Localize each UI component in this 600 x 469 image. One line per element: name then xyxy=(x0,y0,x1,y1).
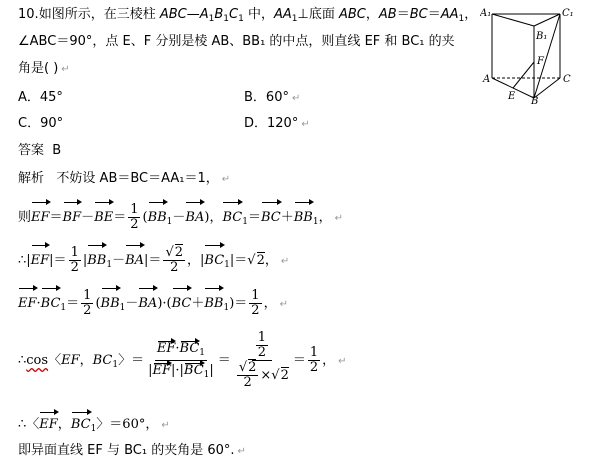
paragraph-mark-icon: ↵ xyxy=(279,299,288,310)
label-f: F xyxy=(537,56,544,67)
formula-angle: ∴〈EF，$BC_1$〉＝60°， ↵ xyxy=(18,410,170,441)
edge-a1-b1 xyxy=(492,14,534,26)
answer-label: 答案 xyxy=(18,143,45,158)
paragraph-mark-icon: ↵ xyxy=(291,93,301,104)
formula-cosine: ∴cos〈EF，$BC_1$〉＝ $\frac{EF\cdot BC_1}{|EF|\cdot|BC_1|}$ ＝ $\frac{1}{2}$ $\frac{√2}{2}$ ×√2 ＝ $\frac{1}{2}$ ， ↵ xyxy=(18,330,347,390)
label-e: E xyxy=(508,91,516,102)
paragraph-mark-icon: ↵ xyxy=(237,446,246,457)
option-c: C．90° xyxy=(18,116,64,131)
label-b1: B₁ xyxy=(536,31,548,42)
problem-line-3: 角是( ) ↵ xyxy=(18,61,70,76)
option-b: B．60° ↵ xyxy=(244,90,301,105)
answer-value: B xyxy=(52,143,62,158)
prism-figure xyxy=(480,2,595,104)
edge-b-c xyxy=(534,78,560,98)
label-b: B xyxy=(531,96,539,104)
problem-line-2: ∠ABC＝90°，点 E、F 分别是棱 AB、BB₁ 的中点，则直线 EF 和 BC₁ 的夹 xyxy=(18,34,455,49)
formula-ef-expression: 则EF＝BF－BE＝ $\frac{1}{2}$ $(BB_1-BA)$，$BC_1=BC+BB_1$， ↵ xyxy=(18,202,343,232)
paragraph-mark-icon: ↵ xyxy=(334,213,343,224)
paragraph-mark-icon: ↵ xyxy=(221,174,231,185)
formula-magnitudes: ∴|EF|＝ $\frac{1}{2}$ $|BB_1-BA|=$ $\frac{√2}{2}$ ，$|BC_1|=√2$， ↵ xyxy=(18,245,290,275)
problem-number: 10. xyxy=(18,7,39,22)
option-d: D．120° ↵ xyxy=(244,116,310,131)
analysis-label: 解析 xyxy=(18,171,45,186)
paragraph-mark-icon: ↵ xyxy=(280,256,290,267)
formula-dot-product: $EF\cdot BC_1=$ $\frac{1}{2}$ $(BB_1-BA)\cdot(BC+BB_1)=$ $\frac{1}{2}$ ， ↵ xyxy=(18,288,288,318)
paragraph-mark-icon: ↵ xyxy=(61,64,70,75)
label-c1: C₁ xyxy=(562,8,574,19)
paragraph-mark-icon: ↵ xyxy=(161,420,170,431)
paragraph-mark-icon: ↵ xyxy=(338,356,347,367)
option-a: A．45° xyxy=(18,90,63,105)
paragraph-mark-icon: ↵ xyxy=(301,119,310,130)
edge-b1-c1 xyxy=(534,14,560,26)
label-a1: A₁ xyxy=(480,8,492,19)
segment-e-f xyxy=(513,62,534,88)
analysis-conclusion: 即异面直线 EF 与 BC₁ 的夹角是 60°. ↵ xyxy=(18,443,246,458)
label-c: C xyxy=(563,74,571,85)
label-a: A xyxy=(483,74,491,85)
problem-line-1: 10.如图所示，在三棱柱 $ABC—A_1B_1C_1$ 中，$AA_1\perp$底面 ABC，$AB=BC=AA_1$， xyxy=(18,7,478,24)
analysis-intro: 解析 不妨设 AB＝BC＝AA₁＝1， ↵ xyxy=(18,171,231,186)
answer-line xyxy=(18,142,61,160)
